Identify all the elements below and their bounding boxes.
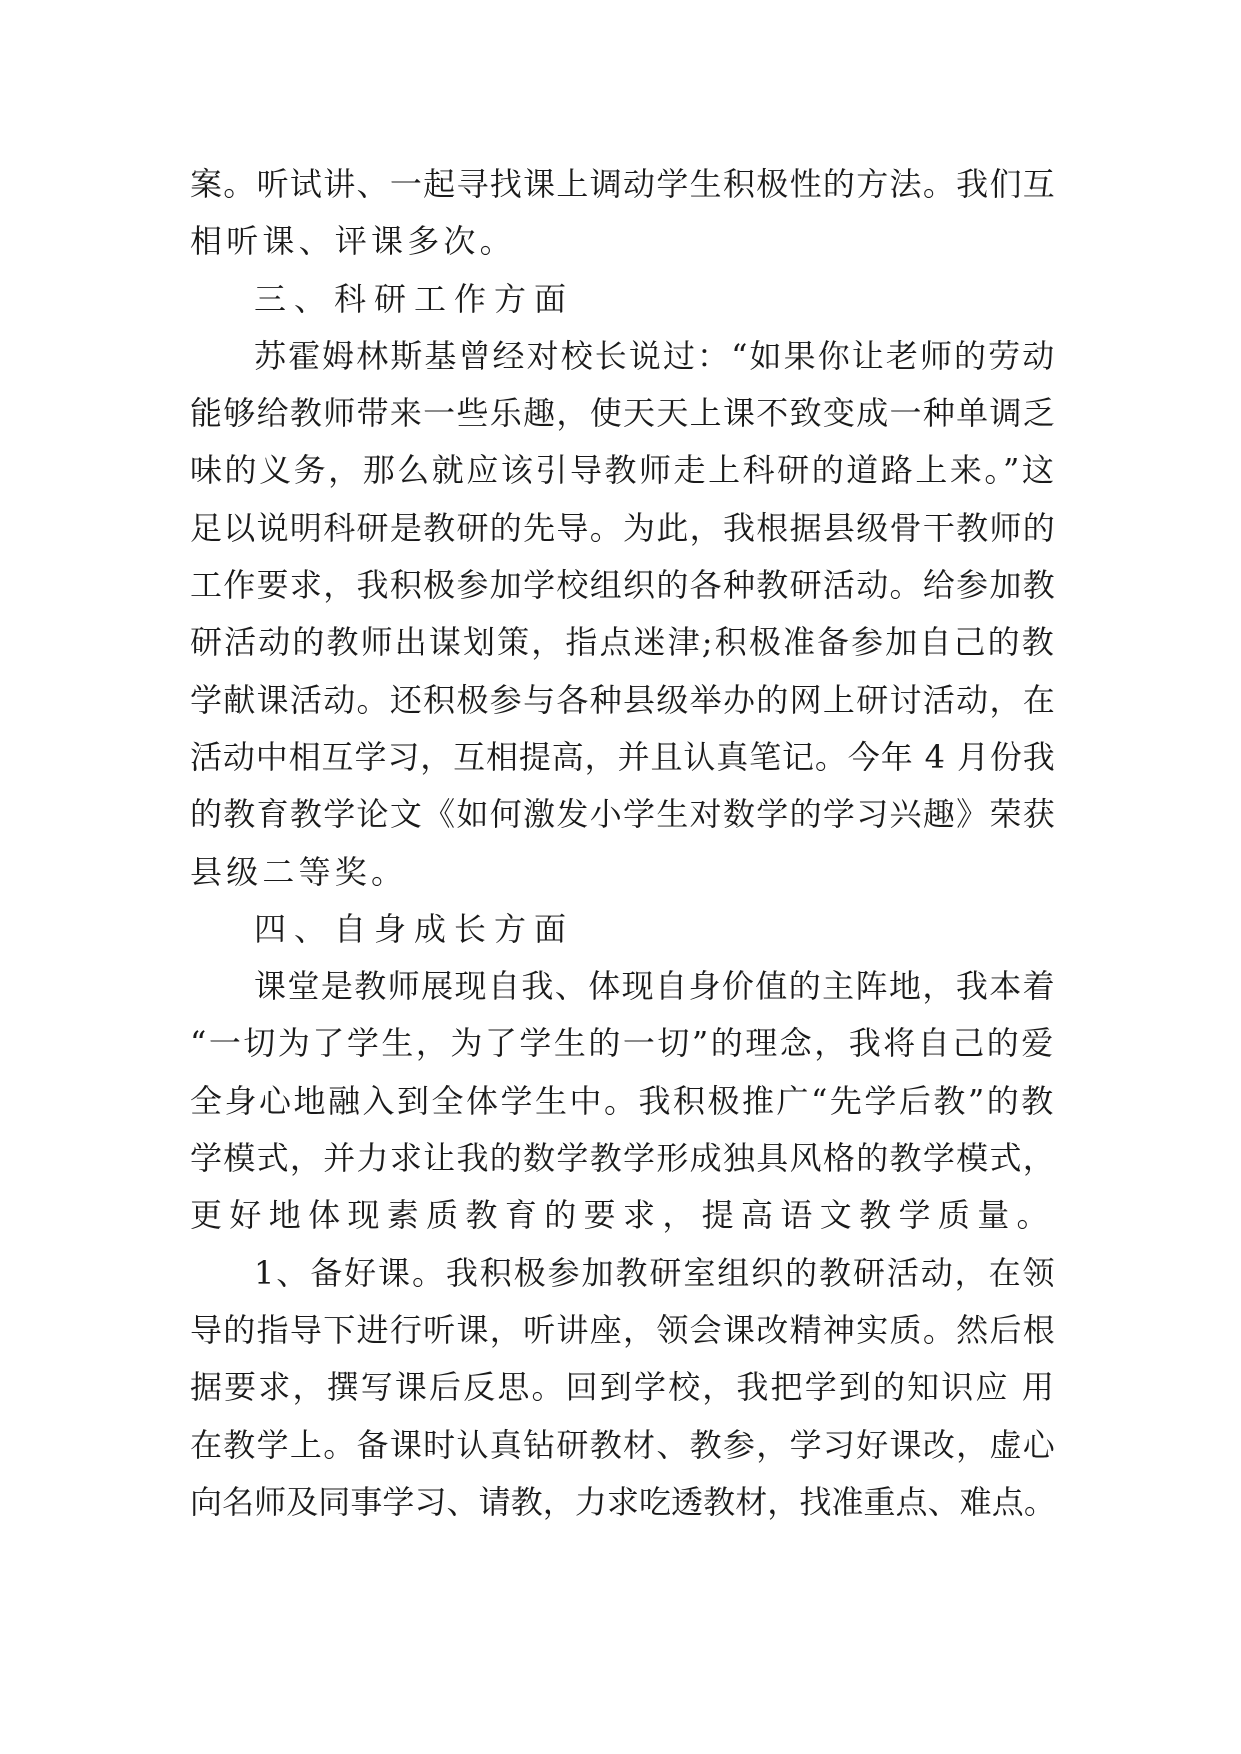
- text-line: “一切为了学生，为了学生的一切”的理念，我将自己的爱: [190, 1024, 1056, 1063]
- text-line: 活动中相互学习，互相提高，并且认真笔记。今年 4 月份我: [190, 737, 1056, 776]
- text-line: 在教学上。备课时认真钻研教材、教参，学习好课改，虚心: [190, 1425, 1057, 1464]
- text-line: 四、自身成长方面: [254, 909, 575, 948]
- document-body: [190, 156, 1056, 1531]
- text-line: 苏霍姆林斯基曾经对校长说过：“如果你让老师的劳动: [254, 336, 1057, 375]
- text-line: 向名师及同事学习、请教，力求吃透教材，找准重点、难点。: [190, 1482, 1056, 1521]
- text-line: 足以说明科研是教研的先导。为此，我根据县级骨干教师的: [190, 508, 1057, 547]
- text-line: 相听课、评课多次。: [190, 222, 516, 261]
- text-line: 案。听试讲、一起寻找课上调动学生积极性的方法。我们互: [190, 165, 1057, 203]
- text-line: 1、备好课。我积极参加教研室组织的教研活动，在领: [254, 1253, 1057, 1292]
- text-line: 全身心地融入到全体学生中。我积极推广“先学后教”的教: [190, 1081, 1056, 1120]
- text-line: 学模式，并力求让我的数学教学形成独具风格的教学模式，: [190, 1139, 1057, 1178]
- text-line: 导的指导下进行听课，听讲座，领会课改精神实质。然后根: [190, 1310, 1057, 1349]
- text-line: 的教育教学论文《如何激发小学生对数学的学习兴趣》荣获: [190, 795, 1057, 834]
- text-line: 更好地体现素质教育的要求，提高语文教学质量。: [190, 1196, 1056, 1235]
- text-line: 能够给教师带来一些乐趣，使天天上课不致变成一种单调乏: [190, 394, 1057, 433]
- text-line: 县级二等奖。: [190, 852, 408, 891]
- text-line: 三、科研工作方面: [254, 279, 575, 318]
- text-line: 研活动的教师出谋划策，指点迷津;积极准备参加自己的教: [190, 623, 1056, 662]
- text-line: 工作要求，我积极参加学校组织的各种教研活动。给参加教: [190, 566, 1057, 605]
- text-line: 据要求，撰写课后反思。回到学校，我把学到的知识应 用: [190, 1368, 1057, 1407]
- text-line: 学献课活动。还积极参与各种县级举办的网上研讨活动，在: [190, 680, 1057, 719]
- text-line: 课堂是教师展现自我、体现自身价值的主阵地，我本着: [254, 967, 1057, 1006]
- text-line: 味的义务，那么就应该引导教师走上科研的道路上来。”这: [190, 451, 1057, 490]
